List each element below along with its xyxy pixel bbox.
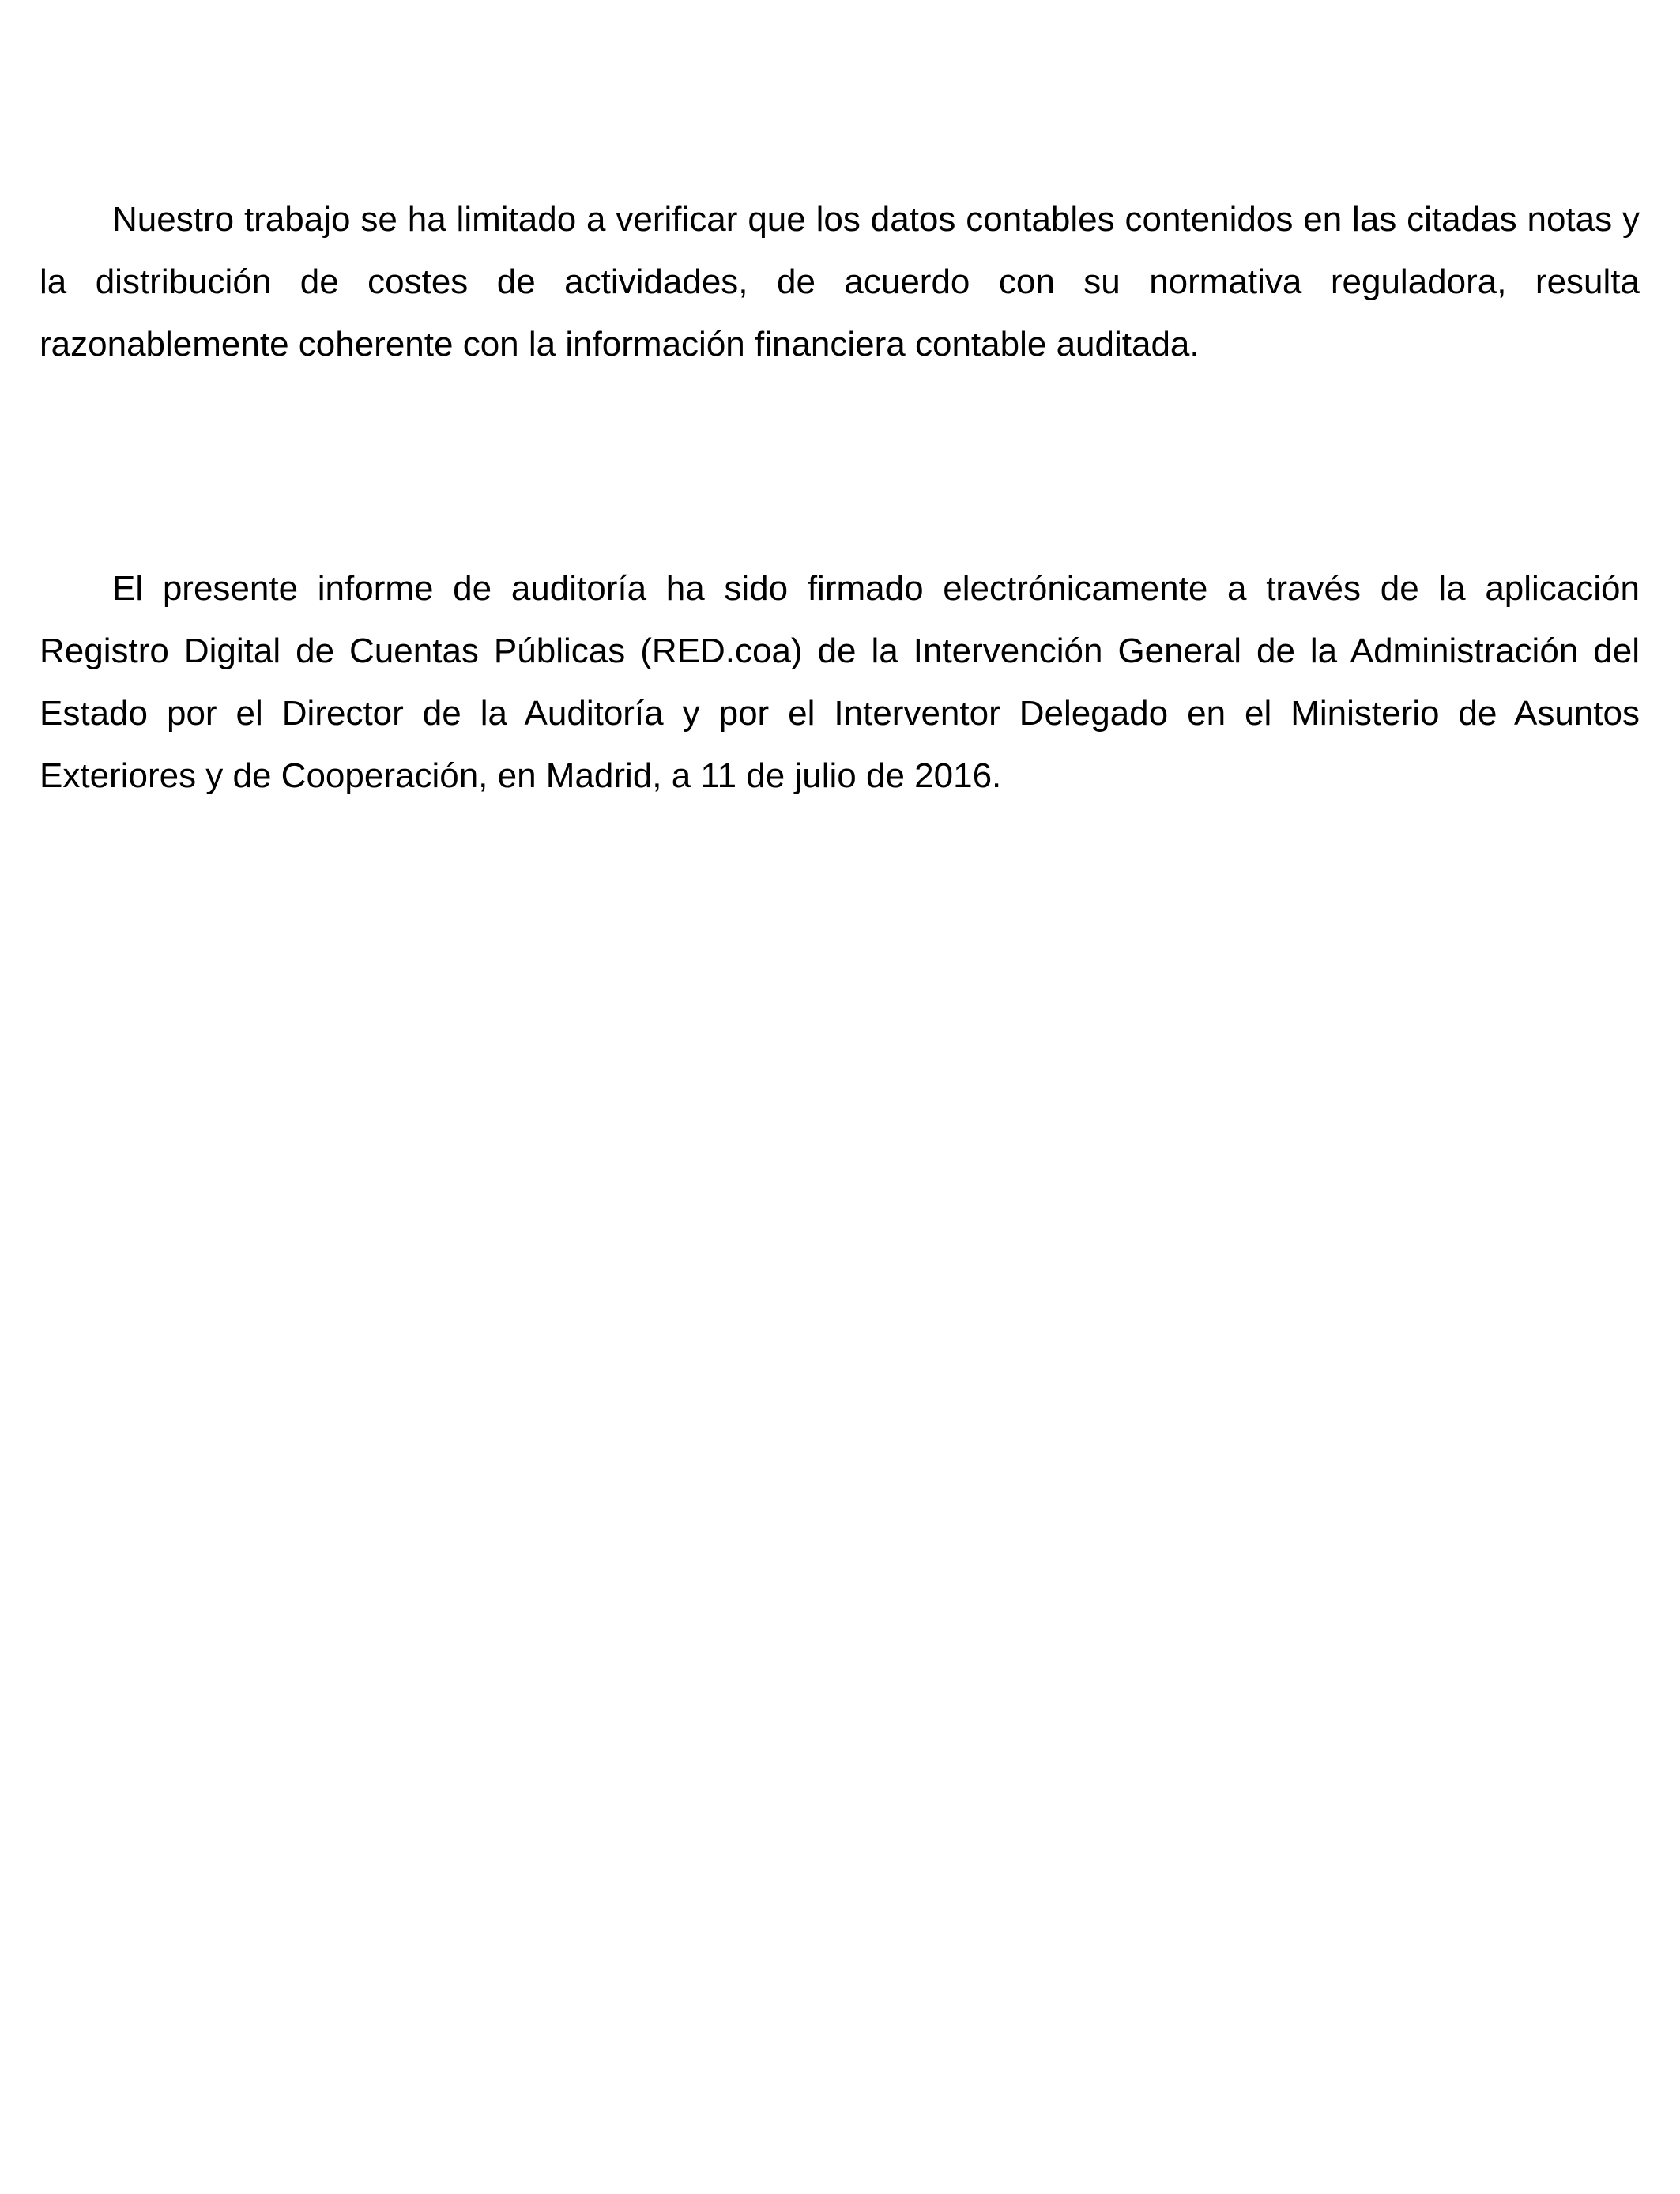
paragraph-signature-statement: El presente informe de auditoría ha sido firmado electrónicamente a través de la aplicación Registro Digital de Cuentas Públicas (RED.coa) de la Intervención General de la Administración del Estado por el Director de la Auditoría y por el Interventor Delegado en el Ministerio de Asuntos Exteriores y de Cooperación, en Madrid, a 11 de julio de 2016. xyxy=(40,569,1640,795)
paragraph-audit-scope: Nuestro trabajo se ha limitado a verificar que los datos contables contenidos en las citadas notas y la distribución de costes de actividades, de acuerdo con su normativa reguladora, resulta razonablemente coherente con la información financiera contable auditada. xyxy=(40,200,1640,364)
